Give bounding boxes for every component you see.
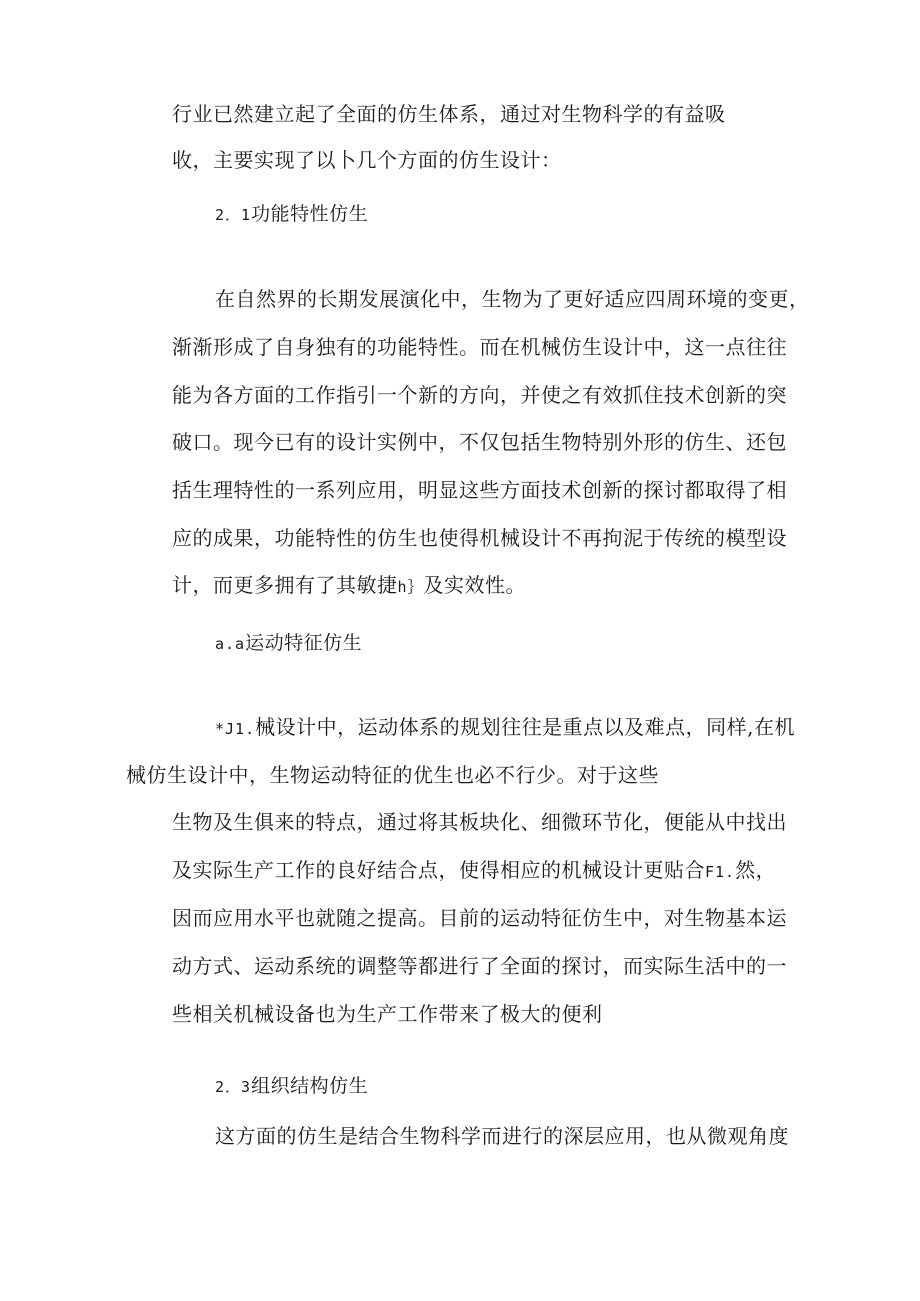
s1-line-7-part-a: 计，而更多拥有了其敏捷	[172, 573, 398, 597]
section-title: 运动特征仿生	[245, 632, 363, 654]
s2-line-5: 因而应用水平也就随之提高。目前的运动特征仿生中，对生物基本运	[172, 906, 787, 930]
s2-line-4	[172, 857, 776, 885]
s2-line-1	[215, 714, 795, 742]
intro-line-1: 行业已然建立起了全面的仿生体系，通过对生物科学的有益吸	[172, 102, 726, 126]
s2-line-4-code: F1.	[705, 863, 736, 881]
s2-line-4-part-a: 及实际生产工作的良好结合点，使得相应的机械设计更贴合	[172, 858, 705, 882]
s1-line-4: 破口。现今已有的设计实例中，不仅包括生物特别外形的仿生、还包	[172, 430, 787, 454]
s2-line-7: 些相关机械设备也为生产工作带来了极大的便利	[172, 1002, 603, 1026]
section-heading-2-1	[215, 201, 368, 228]
section-title: 组织结构仿生	[251, 1075, 369, 1097]
section-title: 功能特性仿生	[251, 203, 369, 225]
s1-line-6: 应的成果，功能特性的仿生也使得机械设计不再拘泥于传统的模型设	[172, 526, 787, 550]
s1-line-7-code: h｝	[397, 578, 424, 596]
s2-line-2: 械仿生设计中，生物运动特征的优生也必不行少。对于这些	[126, 763, 659, 787]
s2-line-6: 动方式、运动系统的调整等都进行了全面的探讨，而实际生活中的一	[172, 954, 787, 978]
section-number: a.a	[215, 635, 246, 653]
intro-line-2: 收，主要实现了以卜几个方面的仿生设计：	[172, 148, 562, 172]
s2-line-3: 生物及生俱来的特点，通过将其板块化、细微环节化，便能从中找出	[172, 810, 787, 834]
s1-line-3: 能为各方面的工作指引一个新的方向，并使之有效抓住技术创新的突	[172, 383, 787, 407]
s2-line-1-code: *J1.	[215, 720, 256, 738]
s2-line-1-text: 械设计中，运动体系的规划往往是重点以及难点，同样,在机	[255, 715, 795, 739]
section-number: 2．3	[215, 1078, 252, 1096]
s1-line-2: 渐渐形成了自身独有的功能特性。而在机械仿生设计中，这一点往往	[172, 335, 787, 359]
section-heading-a-a	[215, 630, 362, 657]
s1-line-5: 括生理特性的一系列应用，明显这些方面技术创新的探讨都取得了相	[172, 478, 787, 502]
s1-line-1: 在自然界的长期发展演化中，生物为了更好适应四周环境的变更，	[215, 287, 810, 311]
section-number: 2．1	[215, 206, 252, 224]
s1-line-7	[172, 572, 526, 600]
section-heading-2-3	[215, 1073, 368, 1100]
s2-line-4-part-b: 然，	[735, 858, 777, 882]
s3-line-1: 这方面的仿生是结合生物科学而进行的深层应用，也从微观角度	[215, 1124, 789, 1148]
s1-line-7-part-b: 及实效性。	[423, 573, 527, 597]
